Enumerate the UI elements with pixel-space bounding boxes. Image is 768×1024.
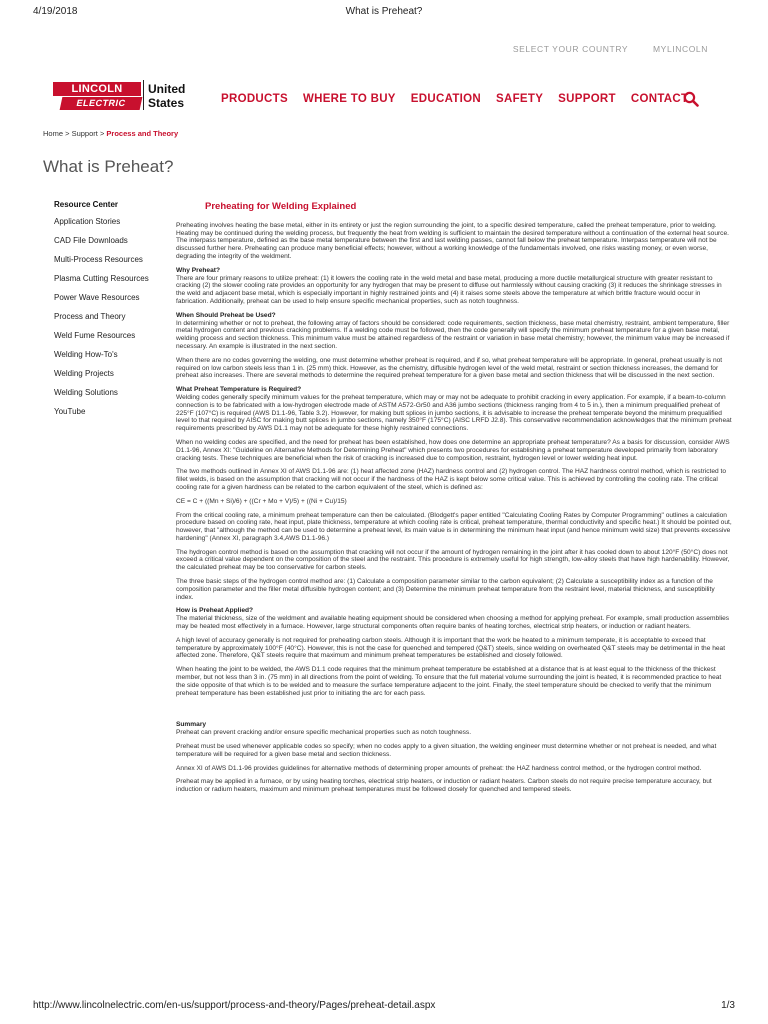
logo-bottom-text: ELECTRIC — [60, 97, 143, 110]
paragraph-how-2: A high level of accuracy generally is not required for preheating carbon steels. Although it is important that the work be heated to a minimum temperate, it is acceptable to exceed that temperature by approximately 100°F (40°C). However, this is not the case for quenched and tempered (Q&T) steels, since welding on overheated Q&T steels may be detrimental in the heat affected zone. Therefore, Q&T steels require that maximum and minimum preheat temperatures be established and closely followed. — [176, 636, 726, 660]
paragraph-summary-3: Annex XI of AWS D1.1-96 provides guidelines for alternative methods of determining proper amounts of preheat: the HAZ hardness control method, or the hydrogen control method. — [176, 764, 702, 772]
paragraph-what-1: Welding codes generally specify minimum values for the preheat temperature, which may or may not be adequate to prohibit cracking in every application. For example, if a beam-to-column connection is to be fabricated with a low-hydrogen electrode made of ASTM A572-Gr50 and A36 jumbo sections (thickness ranging from 4 to 5 in.), then a minimum prequalified preheat of 225°F (107°C) is required (AWS D1.1-96, Table 3.2). However, for making butt splices in jumbo sections, it is advisable to increase the preheat temperate beyond the minimum prequalified level to that required by AISC for making butt splices in jumbo sections, namely 350°F (175°C) (AISC LRFD J2.8). This conservative recommendation acknowledges that the minimum preheat requirements prescribed by AWS D1.1 may not be adequate for these highly restrained connections. — [176, 393, 732, 433]
breadcrumb-separator: > — [97, 129, 107, 138]
article-content — [176, 203, 732, 800]
paragraph-summary-4: Preheat may be applied in a furnace, or by using heating torches, electrical strip heaters, or induction or radiant heaters. Carbon steels do not require precise temperature accuracy, but induction or radium heaters, maximum and minimum preheat temperatures must be followed closely for quenched and tempered steels. — [176, 778, 712, 794]
paragraph-what-4: From the critical cooling rate, a minimum preheat temperature can then be calculated. (Blodgett's paper entitled "Calculating Cooling Rates by Computer Programming" outlines a calculation procedure based on cooling rate, heat input, plate thickness, temperature at which cooling rate is critical, preheat temperature, thermal conductivity and specific heat.) It should be pointed out, however, that "although the method can be used to determine a preheat level, its main value is in determining the minimum heat input (and hence minimum weld size) that prevents excessive hardening" (Annex XI, paragraph 3.4,AWS D1.1-96.) — [176, 511, 732, 542]
sidebar — [54, 200, 154, 426]
page-title: What is Preheat? — [43, 157, 174, 176]
section-heading-what: What Preheat Temperature is Required? — [176, 386, 302, 394]
paragraph-why: There are four primary reasons to utilize preheat: (1) it lowers the cooling rate in the weld metal and base metal, producing a more ductile metallurgical structure with greater resistant to cracking (2) the slower cooling rate provides an opportunity for any hydrogen that may be present to diffuse out harmlessly without causing cracking (3) it reduces the shrinkage stresses in the weld and adjacent base metal, which is especially important in highly restrained joints and (4) it raises some steels above the temperature at which brittle fracture would occur in fabrication. Additionally, preheat can be used to help ensure specific mechanical properties, such as notch toughness. — [176, 274, 722, 305]
print-page-number: 1/3 — [721, 1000, 735, 1011]
section-spacer — [176, 703, 732, 717]
utility-links — [491, 44, 708, 54]
breadcrumb-home[interactable]: Home — [43, 129, 64, 138]
logo-top-text: LINCOLN — [53, 82, 141, 96]
paragraph-how-3: When heating the joint to be welded, the AWS D1.1 code requires that the minimum preheat temperature be established at a distance that is at least equal to the thickness of the thickest member, but not less than 3 in. (75 mm) in all directions from the point of welding. To ensure that the full material volume surrounding the joint is heated, it is recommended practice to heat the side opposite of that which is to be welded and to measure the surface temperature adjacent to the joint. Finally, the steel temperature should be checked to verify that the minimum preheat temperature has been established just prior to initiating the arc for each pass. — [176, 666, 722, 697]
print-title: What is Preheat? — [345, 6, 423, 17]
breadcrumb-separator: > — [63, 129, 72, 138]
paragraph-summary-1: Preheat can prevent cracking and/or ensure specific mechanical properties such as notch toughness. — [176, 729, 472, 737]
nav-support[interactable]: SUPPORT — [558, 93, 616, 105]
paragraph-what-6: The three basic steps of the hydrogen control method are: (1) Calculate a composition parameter similar to the carbon equivalent; (2) Calculate a susceptibility index as a function of the composition parameter and the filler metal diffusible hydrogen content; and (3) Determine the minimum preheat temperature from the restraint level, material thickness, and susceptibility index. — [176, 578, 715, 601]
breadcrumb-support[interactable]: Support — [71, 129, 98, 138]
section-heading-summary: Summary — [176, 721, 207, 729]
sidebar-item-youtube[interactable]: YouTube — [54, 407, 86, 416]
nav-where-to-buy[interactable]: WHERE TO BUY — [302, 93, 396, 105]
section-heading-why: Why Preheat? — [176, 266, 220, 274]
sidebar-item-multi-process-resources[interactable]: Multi-Process Resources — [54, 255, 143, 264]
print-header — [33, 6, 735, 20]
article-heading: Preheating for Welding Explained — [205, 201, 357, 212]
nav-products[interactable]: PRODUCTS — [221, 93, 288, 105]
breadcrumb-current[interactable]: Process and Theory — [106, 129, 179, 138]
sidebar-item-process-and-theory[interactable]: Process and Theory — [54, 312, 126, 321]
paragraph-what-2: When no welding codes are specified, and the need for preheat has been established, how does one determine an appropriate preheat temperature? As a basis for discussion, consider AWS D1.1-96, Annex XI: "Guideline on Alternative Methods for Determining Preheat" which presents two procedures for establishing a preheat temperature developed primarily from laboratory cracking tests. These techniques are beneficial when the risk of cracking is increased due to composition, restraint, hydrogen level or lower welding heat input. — [176, 438, 730, 462]
sidebar-item-welding-projects[interactable]: Welding Projects — [54, 369, 114, 378]
paragraph-how-1: The material thickness, size of the weldment and available heating equipment should be considered when choosing a method for applying preheat. For example, small production assemblies may be heated most effectively in a furnace. However, large structural components often require banks of heating torches, electrical strip heaters, or induction or radiant heaters. — [176, 615, 730, 631]
paragraph-what-5: The hydrogen control method is based on the assumption that cracking will not occur if the amount of hydrogen remaining in the joint after it has cooled down to about 120°F (50°C) does not exceed a critical value dependent on the composition of the steel and the restraint. This procedure is extremely useful for high strength, low-alloy steels that have high hardenability. However, the calculated preheat may be too conservative for carbon steels. — [176, 548, 730, 572]
nav-safety[interactable]: SAFETY — [496, 93, 544, 105]
nav-contact[interactable]: CONTACT — [630, 93, 689, 105]
section-heading-when: When Should Preheat be Used? — [176, 311, 276, 319]
country-label — [148, 82, 185, 110]
search-icon[interactable] — [683, 91, 699, 107]
sidebar-item-cad-file-downloads[interactable]: CAD File Downloads — [54, 236, 128, 245]
main-nav — [221, 93, 688, 105]
sidebar-item-weld-fume-resources[interactable]: Weld Fume Resources — [54, 331, 136, 340]
paragraph-summary-2: Preheat must be used whenever applicable codes so specify; when no codes apply to a given situation, the welding engineer must determine whether or not preheat is needed, and what temperature will be required for a given base metal and section thickness. — [176, 743, 717, 758]
sidebar-item-plasma-cutting-resources[interactable]: Plasma Cutting Resources — [54, 274, 149, 283]
sidebar-item-application-stories[interactable]: Application Stories — [54, 217, 121, 226]
select-country-link[interactable]: SELECT YOUR COUNTRY — [512, 44, 629, 54]
nav-education[interactable]: EDUCATION — [410, 93, 481, 105]
paragraph-when-2: When there are no codes governing the welding, one must determine whether preheat is required, and if so, what preheat temperature will be appropriate. In general, preheat usually is not required on low carbon steels less than 1 in. (25 mm) thick. However, as the chemistry, diffusible hydrogen level of the weld metal, restraint or section thickness increases, the demand for preheat also increases. There are several methods to determine the required preheat temperature for a given base metal and section thickness that will be discussed in the next section. — [176, 356, 723, 380]
section-heading-how: How is Preheat Applied? — [176, 607, 254, 615]
sidebar-heading: Resource Center — [54, 200, 119, 209]
sidebar-item-power-wave-resources[interactable]: Power Wave Resources — [54, 293, 140, 302]
country-line-1: United — [148, 82, 186, 96]
lincoln-electric-logo[interactable] — [53, 82, 141, 110]
print-date: 4/19/2018 — [33, 6, 78, 17]
logo-divider — [143, 80, 144, 110]
country-line-2: States — [148, 96, 185, 110]
sidebar-item-welding-how-tos[interactable]: Welding How-To's — [54, 350, 118, 359]
paragraph-when-1: In determining whether or not to preheat, the following array of factors should be considered: code requirements, section thickness, base metal chemistry, restraint, ambient temperature, filler metal hydrogen content and previous cracking problems. If a welding code must be followed, then the code generally will specify the minimum preheat temperature for a given base metal, welding process and section thickness. This minimum value must be attained regardless of the restraint or variation in base metal chemistry; however, the minimum value may be increased if necessary. An example is illustrated in the next section. — [176, 319, 730, 350]
sidebar-item-welding-solutions[interactable]: Welding Solutions — [54, 388, 118, 397]
intro-paragraph: Preheating involves heating the base metal, either in its entirety or just the region surrounding the joint, to a specific desired temperature, called the preheat temperature, prior to welding. Heating may be continued during the welding process, but frequently the heat from welding is sufficient to maintain the desired temperature without a continuation of the external heat source. The interpass temperature, defined as the base metal temperature between the first and last welding passes, cannot fall below the preheat temperature. Interpass temperature will not be discussed further here. Preheating can produce many beneficial effects; however, without a working knowledge of the fundamentals involved, one risks wasting money, or even worse, degrading the integrity of the weldment. — [176, 221, 729, 260]
breadcrumb — [43, 129, 178, 138]
paragraph-what-3: The two methods outlined in Annex XI of AWS D1.1-96 are: (1) heat affected zone (HAZ) hardness control and (2) hydrogen control. The HAZ hardness control method, which is restricted to fillet welds, is based on the assumption that cracking will not occur if the hardness of the HAZ is kept below some critical value. This is achieved by controlling the cooling rate. The critical cooling rate for a given hardness can be related to the carbon equivalent of the steel, which is defined as: — [176, 468, 727, 491]
carbon-equivalent-formula: CE = C + ((Mn + Si)/6) + ((Cr + Mo + V)/5) + ((Ni + Cu)/15) — [176, 497, 347, 505]
print-url: http://www.lincolnelectric.com/en-us/support/process-and-theory/Pages/preheat-detail.aspx — [33, 1000, 436, 1011]
mylincoln-link[interactable]: MYLINCOLN — [653, 44, 708, 54]
